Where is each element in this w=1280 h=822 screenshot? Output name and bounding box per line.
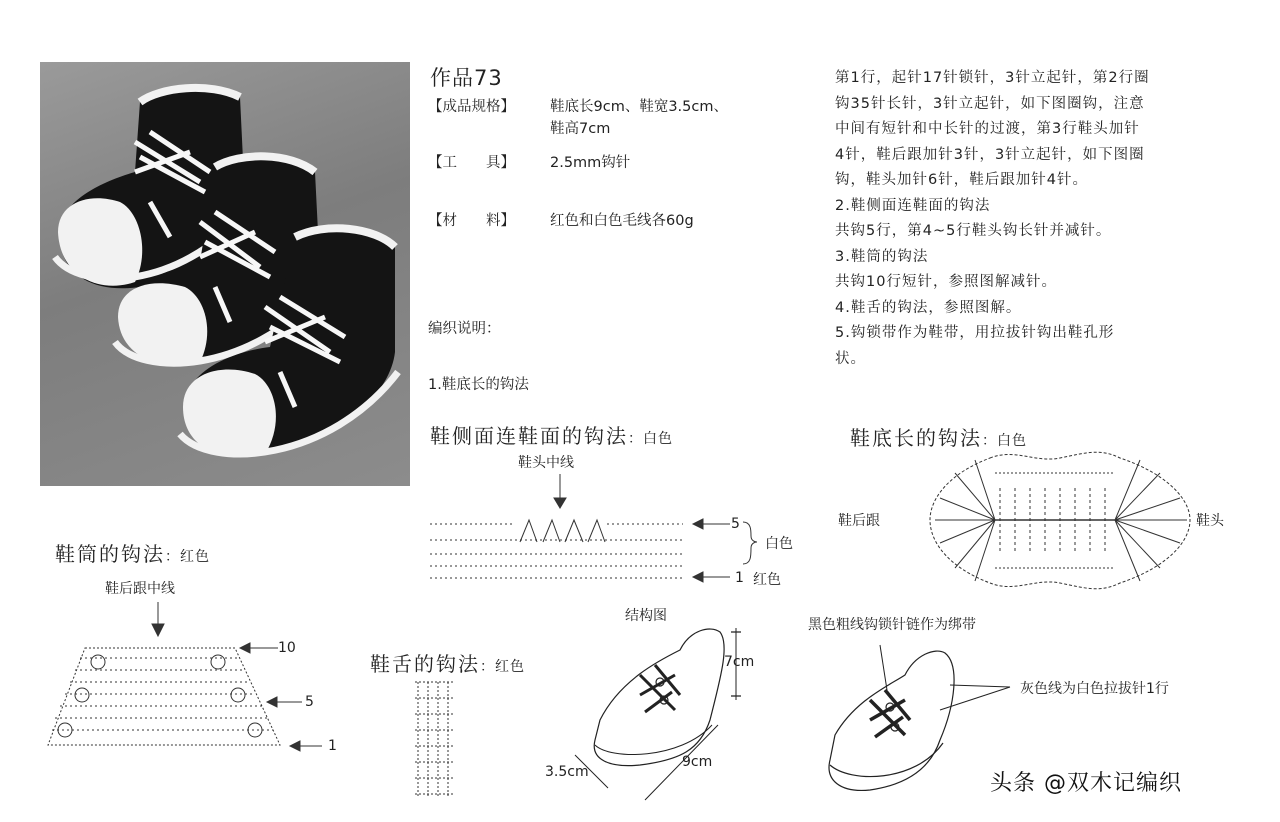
tube-heel-center-label: 鞋后跟中线 xyxy=(105,581,175,597)
tube-diagram-title xyxy=(55,538,210,567)
instruction-line: 钩，鞋头加针6针，鞋后跟加针4针。 xyxy=(835,172,1088,188)
watermark: 头条 @双木记编织 xyxy=(990,771,1182,796)
sole-heel-label: 鞋后跟 xyxy=(838,513,880,529)
instruction-line: 4.鞋舌的钩法，参照图解。 xyxy=(835,299,1022,316)
spec-size-label: 【成品规格】 xyxy=(428,99,515,115)
instruction-line: 状。 xyxy=(835,350,866,367)
side-diagram-title xyxy=(430,420,673,449)
side-row-bottom-label: 1 xyxy=(735,570,744,586)
structure-height-label: 7cm xyxy=(724,654,755,670)
structure-width-label: 3.5cm xyxy=(545,764,589,780)
tube-row-1-label: 1 xyxy=(328,738,337,754)
structure-length-label: 9cm xyxy=(682,754,713,770)
instruction-line: 3.鞋筒的钩法 xyxy=(835,248,929,265)
instruction-line: 5.钩锁带作为鞋带，用拉拔针钩出鞋孔形 xyxy=(835,325,1115,341)
instructions-heading: 编织说明： xyxy=(428,321,501,337)
spec-material-value: 红色和白色毛线各60g xyxy=(550,213,694,229)
tube-crochet-chart xyxy=(40,600,350,760)
structure-shoe-sketch xyxy=(560,620,780,810)
spec-material xyxy=(428,210,808,232)
side-brace-color-label: 白色 xyxy=(765,536,793,552)
baby-shoes-photo-illustration xyxy=(40,62,410,486)
sole-diagram-title-text: 鞋底长的钩法 xyxy=(850,426,982,450)
tongue-crochet-chart xyxy=(410,680,460,800)
spec-size xyxy=(428,96,808,140)
sole-diagram-title xyxy=(850,422,1027,451)
toe-center-label: 鞋头中线 xyxy=(518,455,574,471)
spec-size-value-line1: 鞋底长9cm、鞋宽3.5cm、 xyxy=(550,99,728,115)
instruction-line: 4针，鞋后跟加针3针，3针立起针，如下图圈 xyxy=(835,146,1145,163)
tongue-diagram-color-note: ：红色 xyxy=(480,659,525,675)
tube-diagram-color-note: ：红色 xyxy=(165,549,210,565)
spec-size-value xyxy=(550,96,728,140)
instruction-line: 钩35针长针，3针立起针，如下图圈钩，注意 xyxy=(835,95,1145,112)
spec-list xyxy=(428,96,808,232)
instruction-line: 共钩10行短针，参照图解减针。 xyxy=(835,274,1057,290)
spec-tool-value: 2.5mm钩针 xyxy=(550,155,631,171)
instruction-line: 第1行，起针17针锁针，3针立起针，第2行圈 xyxy=(835,70,1150,86)
instructions-step1-title: 1.鞋底长的钩法 xyxy=(428,377,529,393)
tube-diagram-title-text: 鞋筒的钩法 xyxy=(55,542,165,566)
instruction-line: 2.鞋侧面连鞋面的钩法 xyxy=(835,197,991,214)
tongue-diagram-title-text: 鞋舌的钩法 xyxy=(370,652,480,676)
tube-row-10-label: 10 xyxy=(278,640,296,656)
instruction-line: 共钩5行，第4~5行鞋头钩长针并减针。 xyxy=(835,223,1112,239)
sole-toe-label: 鞋头 xyxy=(1196,513,1224,529)
side-diagram-title-text: 鞋侧面连鞋面的钩法 xyxy=(430,424,628,448)
instruction-line: 中间有短针和中长针的过渡，第3行鞋头加针 xyxy=(835,121,1140,137)
work-title: 作品73 xyxy=(430,66,503,90)
side-row-top-label: 5 xyxy=(731,516,740,532)
tube-row-5-label: 5 xyxy=(305,694,314,710)
spec-size-value-line2: 鞋高7cm xyxy=(550,121,611,137)
lace-note: 黑色粗线钩锁针链作为绑带 xyxy=(808,617,976,633)
product-photo xyxy=(40,62,410,486)
spec-tool xyxy=(428,152,808,174)
side-crochet-chart xyxy=(425,470,805,590)
spec-tool-label: 【工 具】 xyxy=(428,155,515,171)
structure-diagram-title: 结构图 xyxy=(625,608,667,624)
tongue-diagram-title xyxy=(370,648,525,677)
instructions-text xyxy=(835,66,1255,372)
side-diagram-color-note: ：白色 xyxy=(628,431,673,447)
gray-line-note: 灰色线为白色拉拔针1行 xyxy=(1020,681,1169,697)
sole-crochet-chart xyxy=(925,448,1195,593)
spec-material-label: 【材 料】 xyxy=(428,213,515,229)
sole-diagram-color-note: ：白色 xyxy=(982,433,1027,449)
side-bottom-color-label: 红色 xyxy=(753,572,781,588)
